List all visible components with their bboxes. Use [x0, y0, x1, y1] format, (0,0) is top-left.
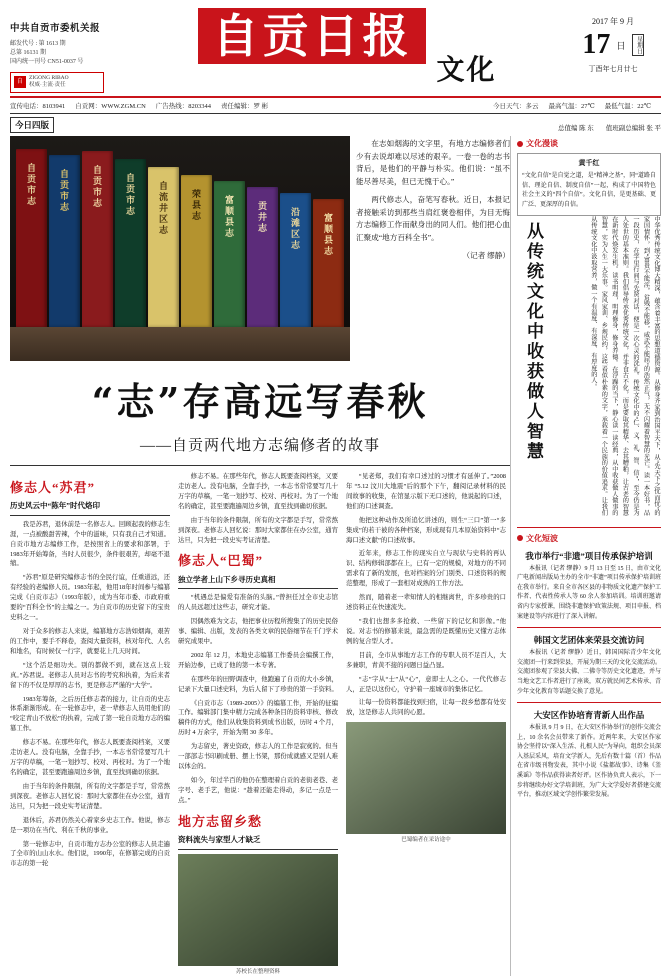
lunar-date: 丁酉年七月廿七	[565, 64, 661, 74]
lead-text	[356, 136, 510, 361]
tag-culture-talk	[517, 138, 661, 149]
article-2-intro-1: 修志不易。在那些年代，修志人既要查阅档案，又要走访老人。没有电脑，全靠手抄，一本志书常常要写几十万字的草稿，一笔一划抄写、校对、再校对。为了一个地名的确定，甚至要跑遍周边乡镇，直至找到确切依据。	[178, 472, 338, 512]
vertical-article-body: 中华优秀传统文化博大精深，蕴含着丰富的思想道德资源。从修身齐家到治国平天下，从“先天下之忧而忧”的家国情怀，到“富贵不能淫，贫贱不能移，威武不能屈”的浩然正气，无不闪耀着智慧的光芒。读一本好书，品一段历史，在字里行间与先贤对话，便是一次心灵的洗礼。传统文化中的“仁、义、礼、智、信”，至今仍是为人处世的基本准则。我们倡导传承优秀传统文化，并非食古不化，而是要取其精华、去其糟粕，让古老的智慧在新时代焕发生机。读书明理，明理修身，修身养德。在浮躁的当下，静心读一读经典，从中收获做人做事的智慧，实为人生一大乐事。家风家训、乡规民约，这些看似朴素的文字，承载着一个民族的价值追求。让我们从传统文化中汲取营养，做一个有温度、有深度、有厚度的人。	[546, 216, 661, 516]
vertical-article	[517, 216, 661, 522]
top-block	[10, 136, 510, 361]
article-2-paragraph: 在那些年的田野调查中，他跑遍了自贡的大小乡镇，记录下大量口述史料，为后人留下了珍贵的第一手资料。	[178, 675, 338, 695]
editor-bar	[10, 123, 661, 132]
vertical-article-title: 从传统文化中收获做人智慧	[521, 222, 546, 522]
newspaper-title: 自贡日报	[212, 13, 412, 59]
article-2-intro-2: 由于当年的条件限制，所有的文字都是手写，常常熬到深夜。老修志人回忆说：那时大家都住在办公室，通宵达旦，只为把一段史实考证清楚。	[178, 516, 338, 546]
right-divider	[517, 527, 661, 528]
date-day-label: 日	[616, 39, 625, 52]
date-year-month: 2017 年 9 月	[565, 16, 661, 27]
article-2-title: 修志人“巴蜀”	[178, 551, 338, 571]
headline-divider	[10, 465, 510, 466]
article-3-paragraph: “志”字从“士”从“心”，意即士人之心。一代代修志人，正是以这份心，守护着一座城市的集体记忆。	[346, 675, 506, 695]
deputy-editor: 值班副总编辑 张 平	[606, 123, 661, 132]
bottom-photo-row	[178, 854, 338, 976]
lead-paragraph: 在志如烟海的文字里，有地方志编修者们少有去说却难以尽述的艰辛。一卷一卷的志书背后，是他们的平静与朴实。他们说：“虽不能尽善尽美，但已无愧于心。”	[356, 138, 510, 188]
article-2-paragraph: 2002 年 12 月，本地史志编纂工作委员会编撰工作，开始边参，已成了他的第一本专著。	[178, 651, 338, 671]
todays-edition: 今日四版	[10, 117, 54, 133]
article-column-2	[178, 472, 338, 976]
page-content	[0, 136, 671, 976]
shelf	[10, 327, 350, 361]
book-title: 富顺县志	[322, 213, 335, 257]
article-3-subtitle: 资料流失与家型人才缺乏	[178, 834, 338, 850]
info-bar	[10, 98, 661, 114]
culture-talk-intro-text: “文化自信”是自觉之道，是“精神之基”，同“道路自信、理论自信、制度自信”一起，构成了中国特色社会主义的“四个自信”。文化自信，是更基础、更广泛、更深厚的自信。	[522, 172, 656, 210]
book-title: 自贡市志	[124, 173, 137, 217]
publisher-line: 中共自贡市委机关报	[10, 22, 130, 36]
photo-caption-1: 苏校长在整理资料	[178, 968, 338, 976]
article-1-title: 修志人“苏君”	[10, 478, 170, 498]
masthead-meta-0: 邮发代号 : 第 1613 期	[10, 40, 130, 49]
book-title: 贡井志	[256, 201, 269, 234]
brief-1-title: 我市举行“非遗”项目传承保护培训	[517, 550, 661, 562]
chief-editor: 总值编 陈 东	[558, 123, 594, 132]
brand-badge-text	[29, 75, 69, 89]
article-1-subtitle: 历史风云中“陈年”时代烙印	[10, 500, 170, 516]
brief-3-body: 本报讯 9 月 9 日，在大安区作协举行的创作交流会上，10 余名会员带来了新作。近两年来，大安区作家协会坚持以“深入生活、扎根人民”为导向，组织会员深入基层采风，培育文学新人，先后有数十篇（首）作品在省市级刊物发表，其中小说《盐都故事》、诗集《釜溪谣》等作品获得读者好评。区作协负责人表示，下一步将继续办好文学培训班，为广大文学爱好者搭建交流平台，推动区域文学创作繁荣发展。	[517, 724, 661, 801]
article-3-paragraph: 目前，全市从事地方志工作的专职人员不足百人，大多兼职，青黄不接的问题日益凸显。	[346, 651, 506, 671]
info-temp-high: 最高气温：27℃	[548, 101, 604, 110]
info-ads: 广告热线：8203344	[156, 101, 221, 110]
brand-pinyin: ZIGONG RIBAO	[29, 75, 69, 82]
info-spacer	[278, 101, 493, 110]
info-editor: 责任编辑：罗 彬	[221, 101, 278, 110]
article-columns	[10, 472, 510, 976]
article-column-3	[346, 472, 506, 976]
culture-talk-intro	[517, 153, 661, 216]
info-website: 自贡网：WWW.ZGM.CN	[75, 101, 156, 110]
info-temp-low: 最低气温：22℃	[605, 101, 661, 110]
article-1-paragraph: 我是苏君，退休前是一名修志人。回顾起我的修志生涯，一点被酸甜苦辣，个中的滋味，只有我自己才知道。自贡市地方志编修工作，是按照省上的要求和部署，于1983年开始筹备，当时人员很少，条件很艰苦，却毫不退缩。	[10, 520, 170, 570]
culture-briefs	[517, 550, 661, 801]
brief-divider-1	[517, 627, 661, 628]
brand-mark: 自	[14, 76, 26, 88]
photo-interview-2	[346, 722, 506, 834]
article-1-paragraph: 对于众多的修志人来说，编纂地方志浩如烟海，艰苦的工作中，要手不释卷，查阅大量资料，核对年代、人名和地名，有时候仅一行字，就要花上几天时间。	[10, 627, 170, 657]
article-2-paragraph: 《自贡市志（1989-2005）》的编纂工作，开始的征编工作。编辑部门集中精力完成各种条目的资料审核、修改稿件的方式，他们从收集资料到成书出版，历时 4 个月，历时 4 万余字，开始为期 30 多年。	[178, 699, 338, 739]
culture-talk-author: 黄千红	[522, 158, 656, 169]
article-3-paragraph: “见老郑，我们有幸口述过的习惯才有延伸了。”2008 年 “5.12 汶川大地震”后的那个下午，翻阅记录材料的民间故事的收集，在馆显示版下无口述的，他说起的口述，他们的口述调查。	[346, 472, 506, 512]
masthead-meta-1: 总第 16131 期	[10, 49, 130, 58]
article-3-paragraph: 近年来，修志工作的现实自立与现状与史料的再认识、结构修辑部都在上，已有一定的规模，对地方的不同需求有了新的发展，也对档案的分门别类、口述资料的规范整理，形成了一套相对成熟的工作方法。	[346, 549, 506, 589]
book-title: 自贡市志	[91, 165, 104, 209]
masthead-logo-area	[130, 8, 565, 88]
book-row	[16, 145, 344, 327]
info-weather: 今日天气：多云	[493, 101, 549, 110]
book-title: 沿滩区志	[289, 207, 302, 251]
article-2-paragraph: 因偶然难为文志，他把事业历程所搜集了的历史民俗事、编辑、出版，发表的各类文章的民俗细节在千门学术研究成果中。	[178, 617, 338, 647]
article-1-paragraph: 退休后，苏君仍然关心着家乡史志工作。他说，修志是一项功在当代、利在千秋的事业。	[10, 816, 170, 836]
article-1-paragraph: 1983年筹备，之后历任修志者的接力，让自贡的史志体系渐渐形成。在一轮修志中，老一辈修志人员用他们的“咬定青山不放松”的执着，完成了第一轮自贡地方志的编纂工作。	[10, 695, 170, 735]
book-title: 自流井区志	[157, 181, 170, 236]
brief-3-title: 大安区作协培育青新人出作品	[517, 709, 661, 721]
section-title: 文化	[436, 48, 496, 88]
article-1-paragraph: 修志不易。在那些年代，修志人既要查阅档案，又要走访老人。没有电脑，全靠手抄，一本志书常常要写几十万字的草稿，一笔一划抄写、校对、再校对。为了一个地名的确定，甚至要跑遍周边乡镇，直至找到确切依据。	[10, 738, 170, 778]
masthead-date	[565, 8, 661, 74]
lead-signature: （记者 缪静）	[356, 250, 510, 263]
brief-divider-2	[517, 702, 661, 703]
newspaper-logo	[198, 8, 426, 64]
weekday: 星期日	[632, 34, 643, 56]
article-1-paragraph: “苏君”原是研究编修志书的全民行谊，任重道远，还有经验的老编修人员。1983年起，他用18年时间参与编纂完成《自贡市志》（1993年版），成为当年市委、市政府重要的“百科全书”的主编之一。为自贡市的历史留下的宝贵史料之一。	[10, 573, 170, 623]
article-column-1	[10, 472, 170, 976]
book-title: 富顺县志	[223, 195, 236, 239]
tag-culture-briefs	[517, 533, 661, 544]
tag-culture-talk-label: 文化漫谈	[526, 138, 558, 149]
masthead	[0, 0, 671, 96]
brand-slogan: 权威·主流·责任	[29, 82, 69, 89]
masthead-meta-2: 国内统一刊号 CN51-0037 号	[10, 58, 130, 67]
right-column	[510, 136, 661, 976]
info-hotline: 宣传电话：8103941	[10, 101, 75, 110]
brief-1-body: 本报讯（记者 缪静）9 月 13 日至 15 日，由市文化广电新闻出版局主办的全市“非遗”项目传承保护培训班在我市举行。来自全市各区县的非物质文化遗产保护工作者、代表性传承人等 60 余人参加培训。培训班邀请省内专家授课，围绕非遗保护政策法规、项目申报、档案建设等内容进行了深入讲解。	[517, 565, 661, 623]
article-3-paragraph: 然而，随着老一辈知情人的相继离世，许多珍贵的口述资料正在快速流失。	[346, 593, 506, 613]
article-2-paragraph: “机遇总是偏爱有准备的头脑。”曾担任过全市史志馆的人员远超过这些志，研究才能。	[178, 593, 338, 613]
brief-2-body: 本报讯（记者 缪静）近日，韩国国际青少年文化交流团一行来到荣县，开展为期三天的文化交流活动。交流团参观了荣县大佛、二佛寺等历史文化遗迹，并与当地文艺工作者进行了座谈，双方就民间艺术传承、青少年文化教育等话题交换了意见。	[517, 649, 661, 697]
article-1-paragraph: 由于当年的条件限制，所有的文字都是手写，常常熬到深夜。老修志人回忆说：那时大家都住在办公室，通宵达旦，只为把一段史实考证清楚。	[10, 782, 170, 812]
article-3-paragraph: 他把这种动作及所追忆讲述的，则生“三口”第一“多集成”的若干被的各种档案，形成现有几本原始资料中“志海口述文献”的口述故事。	[346, 516, 506, 546]
brand-badge	[10, 72, 104, 92]
article-1-paragraph: 第一轮修志中，自贡市地方志办公室的修志人员走遍了全市的山山水水。他们说，1990年，在修纂完成的自贡市志的第一轮	[10, 840, 170, 870]
masthead-left	[10, 8, 130, 93]
date-day: 17	[582, 29, 610, 61]
lead-photo	[10, 136, 350, 361]
main-column	[10, 136, 510, 976]
bullet-icon	[517, 535, 523, 541]
article-1-paragraph: “这个活是细功夫。别的都做不到，就在这点上较真。”苏君说。老修志人员对志书的考究和执着，为后来者留下的不仅是厚厚的志书，更是修志严谨的“大学”。	[10, 661, 170, 691]
book-title: 荣县志	[190, 189, 203, 222]
headline-sub: ——自贡两代地方志编修者的故事	[10, 434, 510, 455]
article-3-paragraph: 让每一份资料都能找到归宿，让每一段乡愁都有处安放，这是修志人共同的心愿。	[346, 698, 506, 718]
article-2-subtitle: 独立学者上山下乡寻历史真相	[178, 574, 338, 590]
headline-main: “志”存高远写春秋	[10, 371, 510, 426]
tag-culture-briefs-label: 文化短波	[526, 533, 558, 544]
article-2-paragraph: 为志留史，著史资政，修志人的工作是寂寞的。但当一部部志书印刷成册、摆上书架，那份成就感又是别人难以体会的。	[178, 742, 338, 772]
headline-block	[10, 371, 510, 455]
article-2-paragraph: 如今，年过半百的他仍在整理着自贡的老街老巷、老字号、老手艺，他说：“趁着还能走得动，多记一点是一点。”	[178, 776, 338, 806]
book-title: 自贡市志	[58, 169, 71, 213]
article-3-paragraph: “我们也想多多抢救、一些留下的记忆和影像。”他说。对志书的修纂来说，最急需的是既懂历史又懂方志体例的复合型人才。	[346, 617, 506, 647]
lead-paragraph: 两代修志人，奋笔写春秋。近日，本报记者接触采访到那些当肩红褒卷相伴，为目无悔方志编修工作而献身出的同人们。他们把心血汇聚成“地方百科全书”。	[356, 194, 510, 244]
photo-interview-1	[178, 854, 338, 966]
bullet-icon	[517, 141, 523, 147]
photo-caption-2: 巴蜀编者在采访途中	[346, 836, 506, 845]
article-3-title: 地方志留乡愁	[178, 812, 338, 832]
book-title: 自贡市志	[25, 163, 38, 207]
brief-2-title: 韩国文艺团体来荣县交流访问	[517, 634, 661, 646]
